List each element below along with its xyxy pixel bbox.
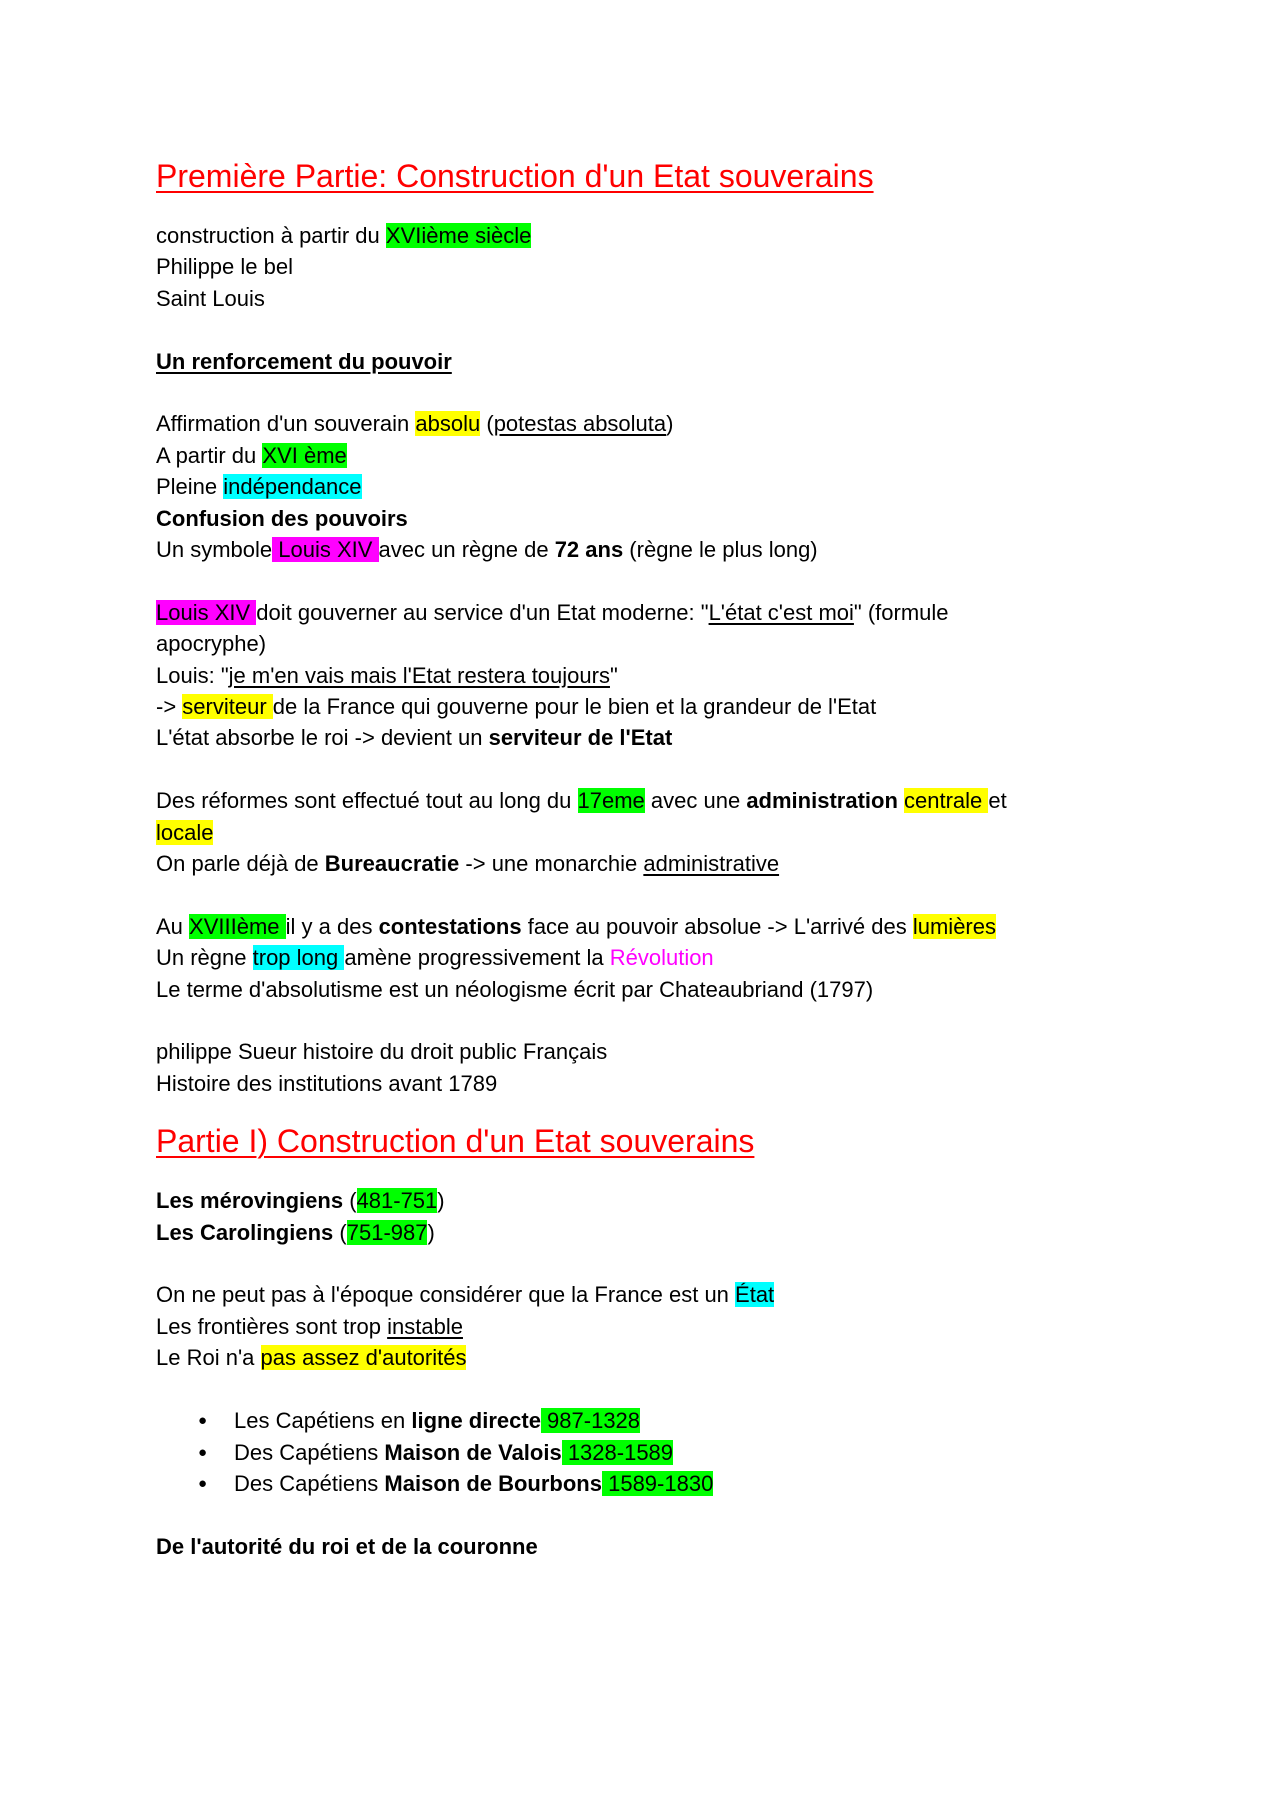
highlight-cyan: indépendance	[223, 474, 362, 500]
section-heading-premiere-partie: Première Partie: Construction d'un Etat souverains	[156, 158, 874, 194]
text: )	[437, 1188, 445, 1214]
highlight-yellow: locale	[156, 819, 214, 845]
text: avec un règne de	[378, 537, 555, 563]
text: L'état absorbe le roi -> devient un	[156, 725, 489, 751]
underlined-text: instable	[387, 1313, 463, 1339]
block4-line-3: Le terme d'absolutisme est un néologisme écrit par Chateaubriand (1797)	[156, 976, 874, 1002]
bold-text: administration	[746, 788, 898, 814]
bold-text: Maison de Bourbons	[384, 1470, 602, 1496]
text: (	[333, 1219, 347, 1245]
reference-line-1: philippe Sueur histoire du droit public Français	[156, 1039, 608, 1065]
text: On ne peut pas à l'époque considérer que la France est un	[156, 1282, 736, 1308]
highlight-green: 987-1328	[540, 1408, 641, 1434]
highlight-green: XVIième siècle	[385, 223, 532, 248]
block3-line-2	[156, 817, 1160, 848]
text: face au pouvoir absolue -> L'arrivé des	[521, 913, 913, 939]
highlight-yellow: centrale	[904, 788, 989, 814]
block4-line-2	[156, 942, 1160, 973]
highlight-green: 17eme	[577, 788, 645, 814]
text: Affirmation d'un souverain	[156, 411, 416, 437]
block1-line-1	[156, 408, 1160, 439]
block2-line-1	[156, 597, 1160, 628]
bold-text: serviteur de l'Etat	[488, 725, 673, 751]
text: -> une monarchie	[459, 851, 644, 877]
bold-text: Les mérovingiens	[156, 1188, 344, 1214]
text: et	[988, 788, 1007, 814]
bold-text: ligne directe	[411, 1408, 541, 1434]
text: On parle déjà de	[156, 851, 325, 877]
text: de la France qui gouverne pour le bien et la grandeur de l'Etat	[272, 694, 877, 720]
text: A partir du	[156, 442, 263, 468]
highlight-cyan: État	[735, 1282, 775, 1308]
magenta-text: Révolution	[609, 945, 714, 971]
dynasty-line-2	[156, 1217, 1160, 1248]
text: )	[666, 411, 674, 437]
bold-text: Les Carolingiens	[156, 1219, 334, 1245]
block2-line-5	[156, 722, 1160, 753]
highlight-green: XVIIIème	[189, 913, 286, 939]
block1-line-4: Confusion des pouvoirs	[156, 505, 408, 531]
text: Des réformes sont effectué tout au long du	[156, 788, 578, 814]
text: amène progressivement la	[344, 945, 610, 971]
section-heading-partie-i: Partie I) Construction d'un Etat souverains	[156, 1123, 755, 1160]
underlined-text: administrative	[643, 851, 780, 877]
list-item	[234, 1437, 1160, 1468]
text: ->	[156, 694, 183, 720]
intro-line-1	[156, 220, 1160, 251]
list-item	[234, 1405, 1160, 1436]
text: doit gouverner au service d'un Etat moderne: "	[256, 599, 709, 625]
text: (règne le plus long)	[623, 537, 818, 563]
highlight-yellow: pas assez d'autorités	[260, 1345, 467, 1371]
underlined-text: potestas absoluta	[493, 411, 667, 437]
bold-text: Bureaucratie	[324, 851, 460, 877]
highlight-magenta: Louis XIV	[156, 599, 257, 625]
highlight-green: 751-987	[346, 1219, 428, 1245]
subheading-renforcement: Un renforcement du pouvoir	[156, 348, 452, 374]
text: Le Roi n'a	[156, 1345, 261, 1371]
intro-line-3: Saint Louis	[156, 285, 265, 311]
block5-line-3	[156, 1342, 1160, 1373]
block1-line-2	[156, 440, 1160, 471]
text: Au	[156, 913, 190, 939]
text: Des Capétiens	[234, 1439, 385, 1465]
text: " (formule	[853, 599, 949, 625]
text: Pleine	[156, 474, 224, 500]
text: construction à partir du	[156, 223, 386, 248]
text: avec une	[644, 788, 747, 814]
highlight-green: 1328-1589	[561, 1439, 674, 1465]
text: (	[343, 1188, 357, 1214]
block2-line-3	[156, 660, 1160, 691]
reference-line-2: Histoire des institutions avant 1789	[156, 1070, 498, 1096]
text: "	[609, 662, 618, 688]
bold-text: Maison de Valois	[384, 1439, 562, 1465]
block2-line-4	[156, 691, 1160, 722]
bold-text: contestations	[378, 913, 522, 939]
text: )	[427, 1219, 435, 1245]
capetian-list	[156, 1405, 1160, 1499]
highlight-green: 1589-1830	[601, 1470, 714, 1496]
block4-line-1	[156, 911, 1160, 942]
block3-line-3	[156, 848, 1160, 879]
list-item	[234, 1468, 1160, 1499]
highlight-yellow: absolu	[415, 411, 481, 437]
block1-line-5	[156, 534, 1160, 565]
block1-line-3	[156, 471, 1160, 502]
highlight-yellow: serviteur	[182, 694, 273, 720]
bold-text: 72 ans	[554, 537, 624, 563]
text: Des Capétiens	[234, 1470, 385, 1496]
block2-line-2: apocryphe)	[156, 631, 267, 657]
underlined-text: L'état c'est moi	[708, 599, 854, 625]
highlight-green: XVI ème	[262, 442, 347, 468]
block3-line-1	[156, 785, 1160, 816]
highlight-cyan: trop long	[252, 945, 345, 971]
highlight-magenta: Louis XIV	[272, 537, 379, 563]
text: Un règne	[156, 945, 253, 971]
text: Louis: "	[156, 662, 229, 688]
text: il y a des	[285, 913, 379, 939]
text: Les Capétiens en	[234, 1408, 412, 1434]
underlined-text: je m'en vais mais l'Etat restera toujours	[228, 662, 610, 688]
highlight-yellow: lumières	[912, 913, 996, 939]
dynasty-line-1	[156, 1185, 1160, 1216]
block5-line-1	[156, 1279, 1160, 1310]
subheading-autorite: De l'autorité du roi et de la couronne	[156, 1533, 538, 1559]
text: Un symbole	[156, 537, 273, 563]
intro-line-2: Philippe le bel	[156, 254, 293, 280]
text: Les frontières sont trop	[156, 1313, 388, 1339]
text: (	[480, 411, 494, 437]
block5-line-2	[156, 1311, 1160, 1342]
highlight-green: 481-751	[356, 1188, 438, 1214]
